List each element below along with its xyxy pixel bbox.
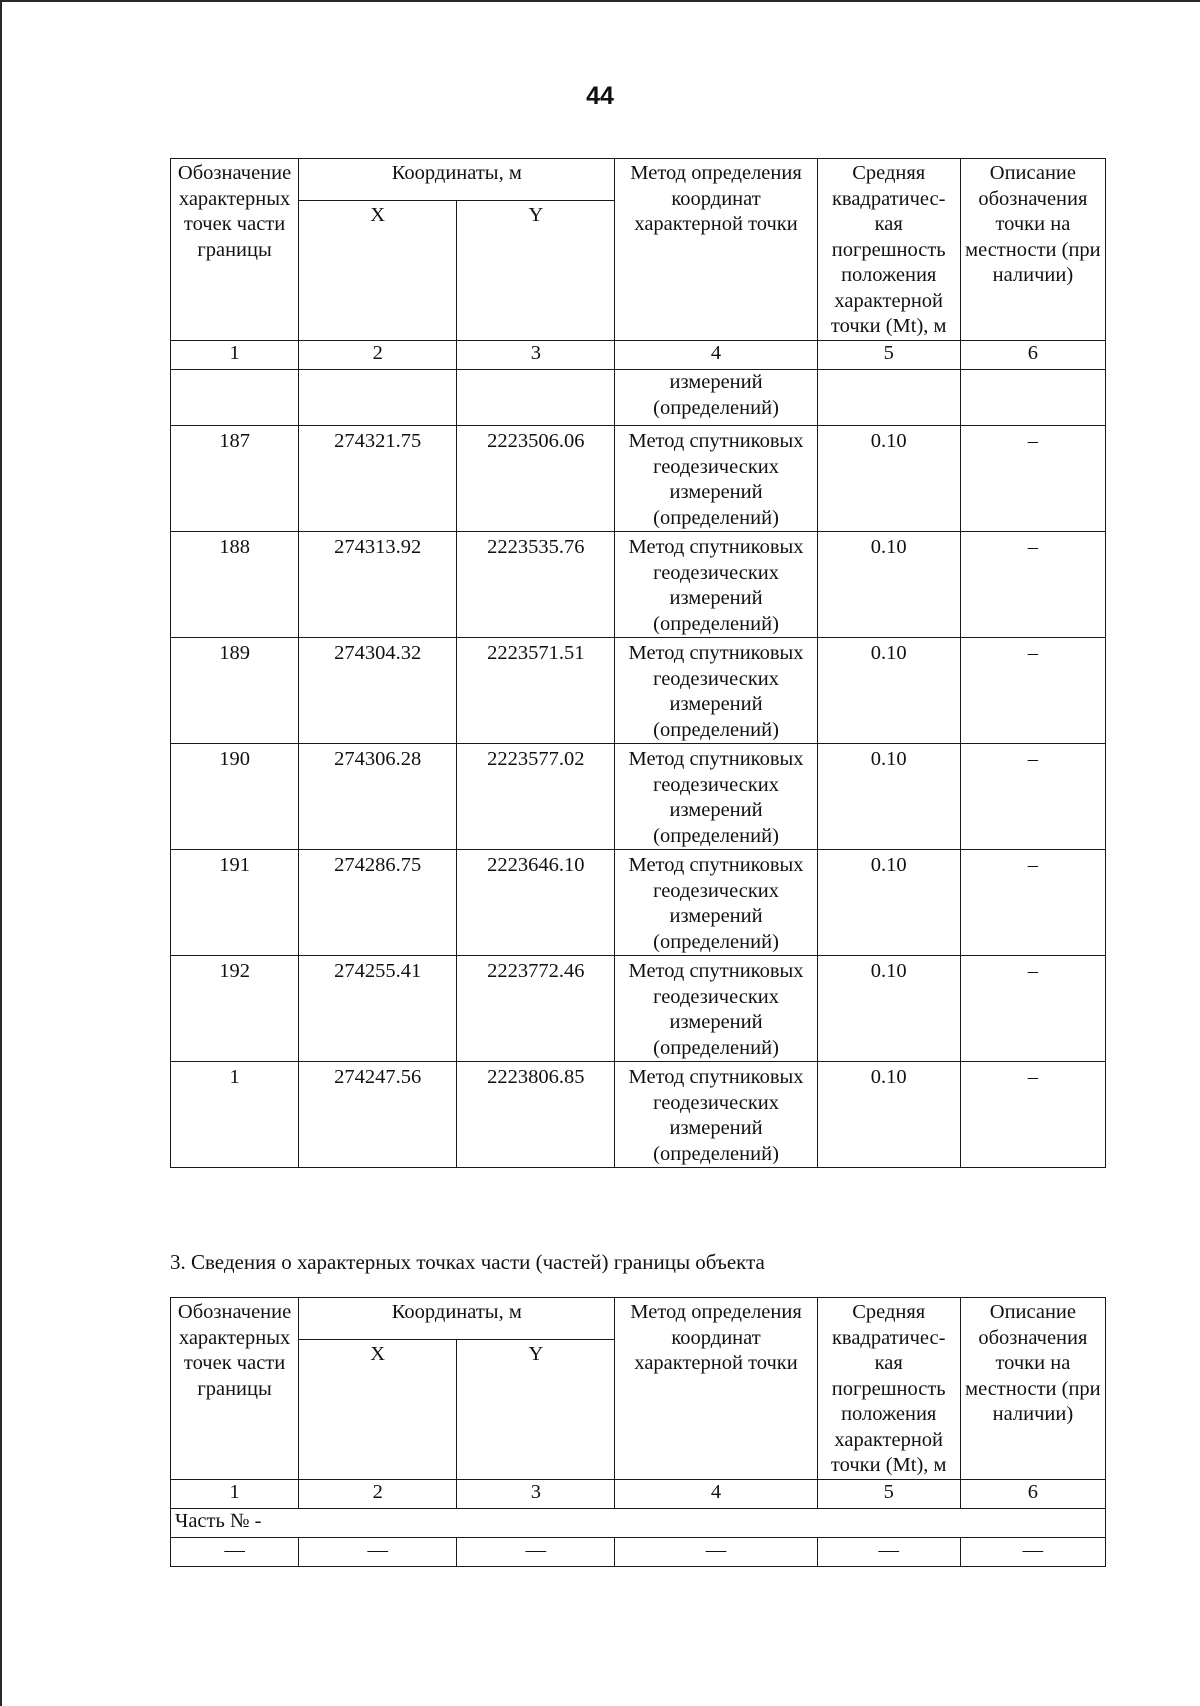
dash-cell: — [615,1537,817,1566]
column-number: 4 [615,341,817,370]
point-cell: 188 [171,532,299,638]
description-cell: – [960,744,1105,850]
parts-coordinates-table [170,1297,1106,1567]
error-cell: 0.10 [817,744,960,850]
x-coordinate-cell: 274255.41 [299,956,457,1062]
description-cell: – [960,956,1105,1062]
coordinates-table [170,158,1106,1168]
column-number: 3 [457,341,615,370]
header-description: Описание обозначения точки на местности (при наличии) [960,159,1105,341]
column-number: 4 [615,1479,817,1508]
x-coordinate-cell: 274313.92 [299,532,457,638]
table-row [171,956,1106,1062]
header-point-designation: Обозначение характерных точек части границы [171,1298,299,1480]
header-x: X [299,1340,457,1479]
dash-cell: — [960,1537,1105,1566]
table-row [171,638,1106,744]
error-cell: 0.10 [817,956,960,1062]
header-y: Y [457,201,615,341]
empty-data-row [171,1537,1106,1566]
column-number: 6 [960,341,1105,370]
y-coordinate-cell: 2223806.85 [457,1062,615,1168]
description-cell: – [960,532,1105,638]
y-coordinate-cell: 2223571.51 [457,638,615,744]
empty-cell [171,370,299,426]
dash-cell: — [171,1537,299,1566]
page-edge-left [0,0,2,1706]
error-cell: 0.10 [817,850,960,956]
method-cell: Метод спутниковых геодезических измерений (определений) [615,744,817,850]
table-header-row [171,159,1106,201]
table-row [171,850,1106,956]
y-coordinate-cell: 2223772.46 [457,956,615,1062]
column-number: 5 [817,341,960,370]
header-error: Средняя квадратичес-кая погрешность положения характерной точки (Mt), м [817,159,960,341]
column-number: 5 [817,1479,960,1508]
dash-cell: — [817,1537,960,1566]
empty-cell [960,370,1105,426]
part-row [171,1508,1106,1537]
x-coordinate-cell: 274286.75 [299,850,457,956]
table-row [171,1062,1106,1168]
column-number-row [171,1479,1106,1508]
header-x: X [299,201,457,341]
x-coordinate-cell: 274306.28 [299,744,457,850]
description-cell: – [960,850,1105,956]
header-method: Метод определения координат характерной точки [615,159,817,341]
dash-cell: — [457,1537,615,1566]
header-coordinates: Координаты, м [299,159,615,201]
method-cell: Метод спутниковых геодезических измерений (определений) [615,532,817,638]
error-cell: 0.10 [817,532,960,638]
description-cell: – [960,1062,1105,1168]
point-cell: 1 [171,1062,299,1168]
header-point-designation: Обозначение характерных точек части границы [171,159,299,341]
x-coordinate-cell: 274247.56 [299,1062,457,1168]
header-coordinates: Координаты, м [299,1298,615,1340]
y-coordinate-cell: 2223506.06 [457,426,615,532]
column-number: 3 [457,1479,615,1508]
empty-cell [457,370,615,426]
column-number: 6 [960,1479,1105,1508]
table-row [171,426,1106,532]
point-cell: 191 [171,850,299,956]
x-coordinate-cell: 274304.32 [299,638,457,744]
point-cell: 189 [171,638,299,744]
method-cell: Метод спутниковых геодезических измерений (определений) [615,850,817,956]
continuation-row [171,370,1106,426]
column-number: 1 [171,1479,299,1508]
description-cell: – [960,638,1105,744]
y-coordinate-cell: 2223577.02 [457,744,615,850]
method-cell: Метод спутниковых геодезических измерений (определений) [615,956,817,1062]
header-method: Метод определения координат характерной точки [615,1298,817,1480]
page-number: 44 [586,82,614,110]
description-cell: – [960,426,1105,532]
error-cell: 0.10 [817,1062,960,1168]
column-number: 2 [299,1479,457,1508]
method-cell: Метод спутниковых геодезических измерений (определений) [615,1062,817,1168]
empty-cell [817,370,960,426]
point-cell: 192 [171,956,299,1062]
dash-cell: — [299,1537,457,1566]
page-edge-top [0,0,1200,2]
table-header-row [171,1298,1106,1340]
point-cell: 187 [171,426,299,532]
point-cell: 190 [171,744,299,850]
part-label: Часть № - [171,1508,1106,1537]
table-row [171,532,1106,638]
continuation-method: измерений (определений) [615,370,817,426]
header-y: Y [457,1340,615,1479]
column-number: 1 [171,341,299,370]
method-cell: Метод спутниковых геодезических измерений (определений) [615,426,817,532]
empty-cell [299,370,457,426]
header-error: Средняя квадратичес-кая погрешность положения характерной точки (Mt), м [817,1298,960,1480]
section-3-heading: 3. Сведения о характерных точках части (частей) границы объекта [170,1250,765,1274]
method-cell: Метод спутниковых геодезических измерений (определений) [615,638,817,744]
y-coordinate-cell: 2223535.76 [457,532,615,638]
x-coordinate-cell: 274321.75 [299,426,457,532]
column-number-row [171,341,1106,370]
y-coordinate-cell: 2223646.10 [457,850,615,956]
header-description: Описание обозначения точки на местности (при наличии) [960,1298,1105,1480]
table-row [171,744,1106,850]
error-cell: 0.10 [817,426,960,532]
column-number: 2 [299,341,457,370]
error-cell: 0.10 [817,638,960,744]
